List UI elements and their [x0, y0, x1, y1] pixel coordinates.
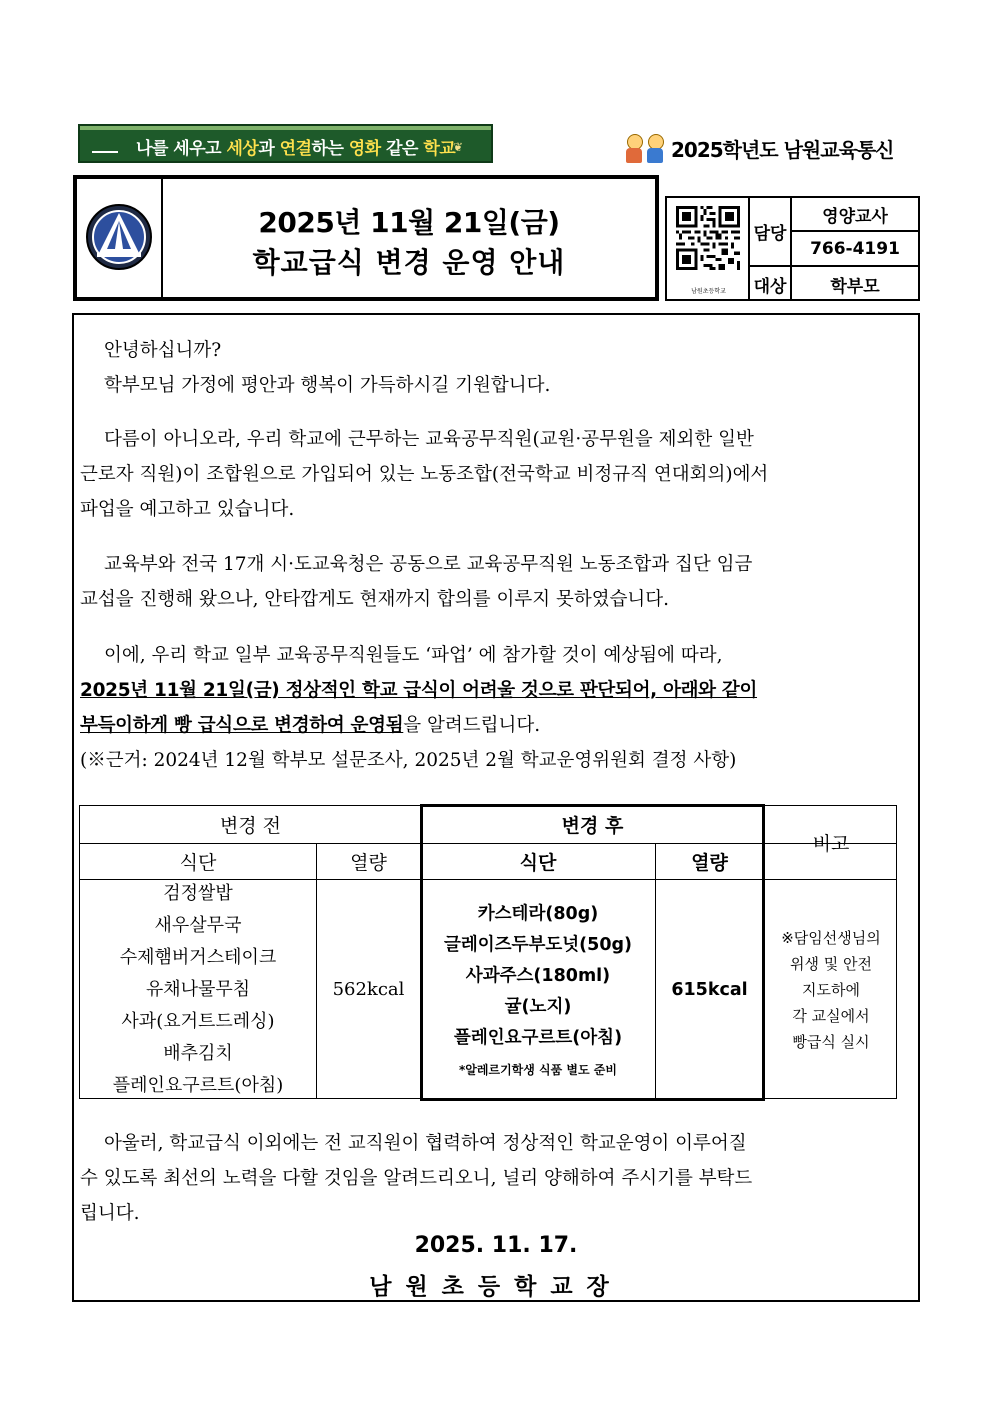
- remark-header: 비고: [812, 833, 850, 855]
- paragraph-line: 파업을 예고하고 있습니다.: [80, 499, 295, 520]
- greeting-line: 안녕하십니까?: [104, 340, 222, 361]
- slogan-dash: [92, 151, 118, 153]
- slogan-text: [136, 134, 455, 159]
- menu-item: 귤(노지): [504, 997, 572, 1017]
- remark-line: 지도하에: [802, 980, 860, 999]
- newsletter-title: 2025학년도 남원교육통신: [671, 137, 894, 162]
- menu-item: 새우살무국: [154, 914, 242, 936]
- title-box: [73, 175, 659, 301]
- before-header: 변경 전: [219, 815, 282, 837]
- basis-note: (※근거: 2024년 12월 학부모 설문조사, 2025년 2월 학교운영위원회 결정 사항): [80, 750, 737, 771]
- before-menu-header: 식단: [179, 851, 217, 874]
- manager-role: 영양교사: [792, 198, 918, 232]
- paragraph-line: [80, 708, 914, 743]
- slogan-part-highlight: 세상: [226, 139, 259, 159]
- emphasis-text: 부득이하게 빵 급식으로 변경하여 운영됨: [80, 715, 404, 736]
- menu-item: 수제햄버거스테이크: [119, 946, 277, 968]
- manager-key: 담당: [750, 198, 792, 267]
- after-menu-header: 식단: [519, 851, 557, 874]
- school-emblem-cell: [77, 179, 163, 297]
- paragraph-line: 이에, 우리 학교 일부 교육공무직원들도 ‘파업’ 에 참가할 것이 예상됨에 따라,: [104, 645, 723, 666]
- page-title: 학교급식 변경 운영 안내: [252, 246, 566, 279]
- manager-phone: 766-4191: [792, 232, 918, 267]
- paragraph-line: 근로자 직원)이 조합원으로 가입되어 있는 노동조합(전국학교 비정규직 연대회의)에서: [80, 464, 769, 485]
- slogan-part-highlight: 학교: [423, 139, 456, 159]
- paragraph-line: 수 있도록 최선의 노력을 다할 것임을 알려드리오니, 널리 양해하여 주시기를 부탁드: [80, 1168, 753, 1189]
- menu-item: 검정쌀밥: [163, 882, 233, 904]
- slogan-part-highlight: 연결: [279, 139, 312, 159]
- before-kcal-header: 열량: [350, 851, 387, 874]
- mascot-icon: [645, 132, 665, 164]
- after-header: 변경 후: [561, 815, 624, 837]
- mascot-icons: [624, 132, 665, 164]
- slogan-part-highlight: 영화: [348, 139, 381, 159]
- menu-item: 사과주스(180ml): [465, 966, 611, 986]
- qr-cell: [667, 198, 750, 299]
- menu-item: 유채나물무침: [145, 978, 251, 1000]
- before-kcal: 562kcal: [332, 979, 405, 1000]
- target-value: 학부모: [830, 276, 880, 297]
- closing-paragraph: [80, 1126, 914, 1231]
- paragraph-line: 교육부와 전국 17개 시·도교육청은 공동으로 교육공무직원 노동조합과 집단 임금: [104, 554, 753, 575]
- remark-line: ※담임선생님의: [781, 928, 881, 947]
- paragraph-strike-notice: [80, 422, 914, 527]
- slogan-part: 같은: [380, 139, 424, 159]
- target-key: 대상: [750, 267, 792, 301]
- menu-item: 사과(요거트드레싱): [121, 1010, 275, 1032]
- menu-item: 플레인요구르트(아침): [453, 1028, 623, 1048]
- slogan-part: 하는: [311, 139, 349, 159]
- school-slogan-banner: [78, 124, 493, 163]
- paragraph-line: 다름이 아니오라, 우리 학교에 근무하는 교육공무직원(교원·공무원을 제외한 일반: [104, 429, 754, 450]
- emphasis-line: 2025년 11월 21일(금) 정상적인 학교 급식이 어려울 것으로 판단되어, 아래와 같이: [80, 680, 758, 701]
- remark-line: 빵급식 실시: [792, 1032, 870, 1051]
- issue-date: 2025. 11. 17.: [414, 1233, 578, 1258]
- page-title-date: 2025년 11월 21일(금): [258, 206, 560, 239]
- before-menu-list: [80, 879, 316, 1100]
- menu-item: 카스테라(80g): [477, 904, 599, 924]
- contact-box: [665, 196, 920, 301]
- principal-signature: 남원초등학교장: [369, 1274, 623, 1300]
- paragraph-line: 교섭을 진행해 왔으나, 안타깝게도 현재까지 합의를 이루지 못하였습니다.: [80, 589, 670, 610]
- mascot-icon: [624, 132, 644, 164]
- paragraph-negotiation: [80, 547, 914, 617]
- greeting-line: 학부모님 가정에 평안과 행복이 가득하시길 기원합니다.: [104, 375, 551, 396]
- qr-code-icon: [676, 206, 740, 270]
- slogan-part: 를 세우고: [151, 139, 227, 159]
- meal-change-table: [79, 805, 897, 1099]
- slogan-top-stripe: [80, 126, 491, 130]
- newsletter-header: [624, 130, 894, 166]
- remark-line: 각 교실에서: [792, 1006, 870, 1025]
- paragraph-line: 아울러, 학교급식 이외에는 전 교직원이 협력하여 정상적인 학교운영이 이루어질: [104, 1133, 747, 1154]
- qr-caption: 남원초등학교: [691, 288, 726, 295]
- greeting: [80, 333, 914, 403]
- slogan-part: 과: [258, 139, 280, 159]
- after-kcal: 615kcal: [671, 979, 748, 1000]
- leaf-icon: ❦: [452, 140, 463, 154]
- after-kcal-header: 열량: [691, 851, 728, 874]
- menu-item: 플레인요구르트(아침): [112, 1074, 284, 1096]
- school-emblem-icon: [85, 203, 153, 271]
- paragraph-tail: 을 알려드립니다.: [403, 715, 541, 736]
- remark-line: 위생 및 안전: [790, 954, 872, 973]
- remark-text: [764, 879, 898, 1100]
- paragraph-meal-change: [80, 638, 914, 778]
- after-menu-list: [421, 879, 655, 1100]
- menu-item: 글레이즈두부도넛(50g): [443, 935, 633, 955]
- paragraph-line: 립니다.: [80, 1203, 140, 1224]
- slogan-part: 나: [136, 139, 152, 159]
- menu-item: 배추김치: [163, 1042, 233, 1064]
- allergy-note: *알레르기학생 식품 별도 준비: [459, 1063, 617, 1077]
